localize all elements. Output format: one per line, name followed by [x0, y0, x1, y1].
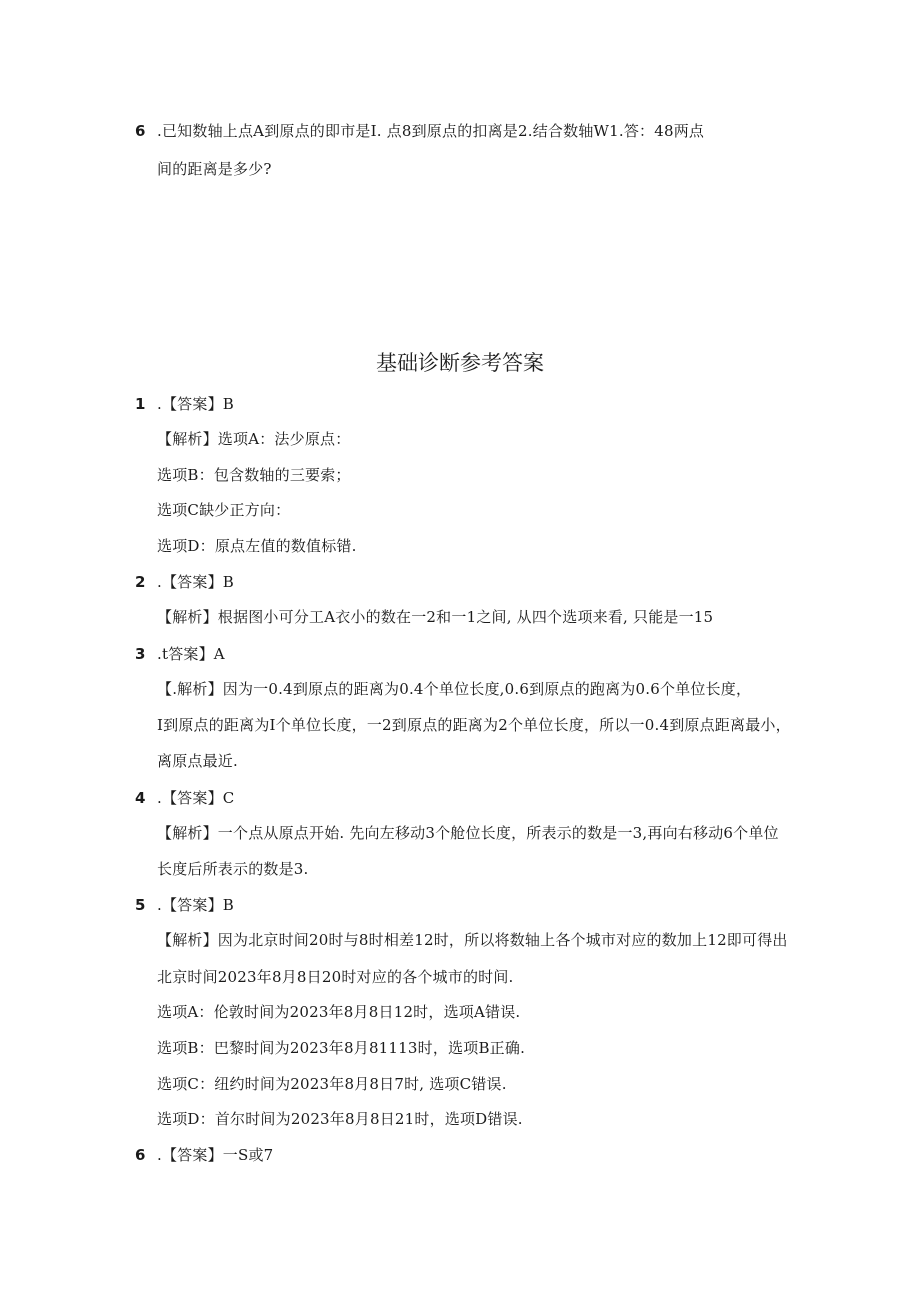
- answer-2-head: .【答案】B: [157, 573, 234, 591]
- answer-5-line-4: 选项B：巴黎时间为2023年8月81113时，选项B正确.: [157, 1039, 526, 1057]
- answer-6-head: .【答案】一S或7: [157, 1146, 274, 1164]
- answer-1-number: 1: [135, 395, 146, 413]
- answer-5-line-5: 选项C：纽约时间为2023年8月8日7时, 选项C错误.: [157, 1075, 507, 1093]
- answer-5-line-6: 选项D：首尔时间为2023年8月8日21时，选项D错误.: [157, 1110, 523, 1128]
- answer-3-line-3: 离原点最近.: [157, 752, 238, 770]
- answer-5-line-2: 北京时间2023年8月8日20时对应的各个城市的时间.: [157, 968, 514, 986]
- answer-5-head: .【答案】B: [157, 896, 234, 914]
- question-text-line-1: .已知数轴上点A到原点的即市是I. 点8到原点的扣离是2.结合数轴W1.答：48两点: [157, 122, 705, 140]
- answer-5-number: 5: [135, 896, 146, 914]
- answer-5-line-1: 【解析】因为北京时间20时与8时相差12时，所以将数轴上各个城市对应的数加上12即可得出: [157, 931, 788, 949]
- answer-3-line-2: I到原点的距离为I个单位长度，一2到原点的距离为2个单位长度，所以一0.4到原点距离最小，: [157, 716, 791, 734]
- answer-section-title: 基础诊断参考答案: [376, 351, 544, 375]
- answer-4-line-2: 长度后所表示的数是3.: [157, 860, 309, 878]
- answer-4-line-1: 【解析】一个点从原点开始. 先向左移动3个舱位长度，所表示的数是一3,再向右移动6个单位: [157, 824, 779, 842]
- answer-1-line-4: 选项D：原点左值的数值标错.: [157, 537, 357, 555]
- answer-1-line-3: 选项C缺少正方向：: [157, 501, 291, 519]
- answer-4-number: 4: [135, 789, 146, 807]
- answer-4-head: .【答案】C: [157, 789, 235, 807]
- answer-3-number: 3: [135, 645, 146, 663]
- answer-1-line-1: 【解析】选项A：法少原点：: [157, 430, 351, 448]
- answer-1-line-2: 选项B：包含数轴的三要索；: [157, 466, 351, 484]
- answer-6-number: 6: [135, 1146, 146, 1164]
- answer-1-head: .【答案】B: [157, 395, 234, 413]
- answer-5-line-3: 选项A：伦敦时间为2023年8月8日12时，选项A错误.: [157, 1003, 521, 1021]
- answer-2-number: 2: [135, 573, 146, 591]
- answer-3-head: .t答案】A: [157, 645, 225, 663]
- question-number: 6: [135, 122, 146, 140]
- question-text-line-2: 间的距离是多少?: [157, 160, 272, 178]
- answer-2-line-1: 【解析】根据图小可分工A衣小的数在一2和一1之间, 从四个选项来看, 只能是一15: [157, 608, 714, 626]
- answer-3-line-1: 【.解析】因为一0.4到原点的距离为0.4个单位长度,0.6到原点的跑离为0.6个单位长度，: [157, 680, 752, 698]
